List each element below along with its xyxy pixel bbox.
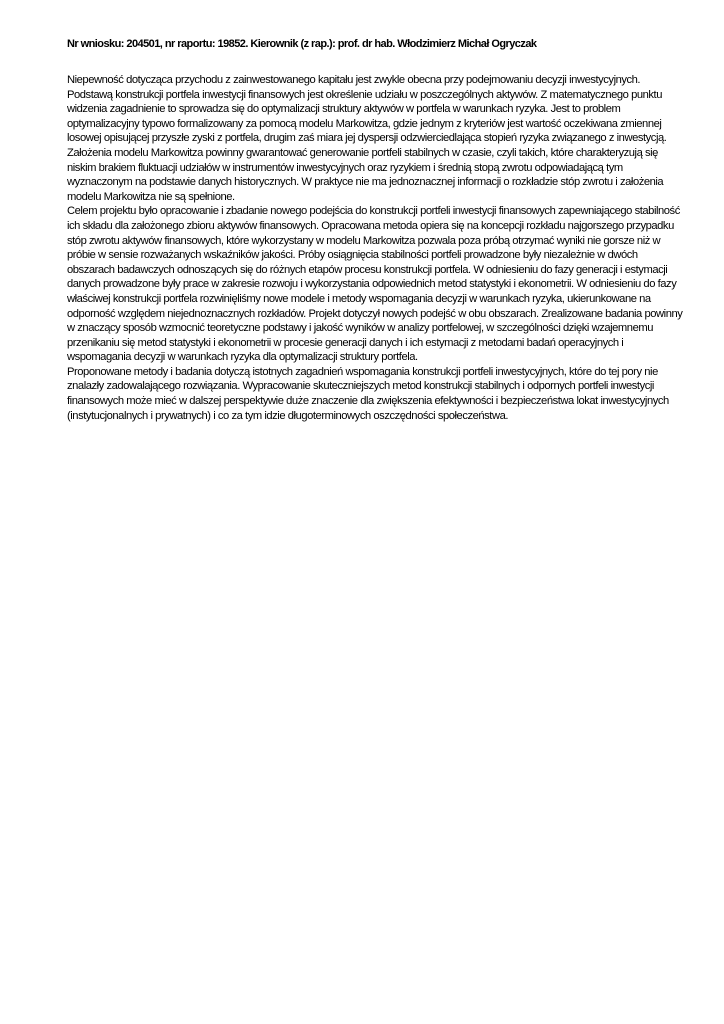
- paragraph-context: Niepewność dotycząca przychodu z zainwestowanego kapitału jest zwykle obecna przy podejmowaniu decyzji inwestycyjnych. Podstawą konstrukcji portfela inwestycji finansowych jest określenie udziału w poszczególnych aktywów. Z matematycznego punktu widzenia zagadnienie to sprowadza się do optymalizacji struktury aktywów w portfela w warunkach ryzyka. Jest to problem optymalizacyjny typowo formalizowany za pomocą modelu Markowitza, gdzie jednym z kryteriów jest wartość oczekiwana zmiennej losowej opisującej przyszłe zyski z portfela, drugim zaś miara jej dyspersji odzwierciedlająca stopień ryzyka związanego z inwestycją. Założenia modelu Markowitza powinny gwarantować generowanie portfeli stabilnych w czasie, czyli takich, które charakteryzują się niskim brakiem fluktuacji udziałów w instrumentów inwestycyjnych oraz ryzykiem i średnią stopą zwrotu odpowiadającą tym wyznaczonym na podstawie danych historycznych. W praktyce nie ma jednoznacznej informacji o rozkładzie stóp zwrotu i założenia modelu Markowitza nie są spełnione.: [67, 74, 667, 203]
- report-body: [67, 73, 687, 423]
- report-header: Nr wniosku: 204501, nr raportu: 19852. Kierownik (z rap.): prof. dr hab. Włodzimierz Michał Ogryczak: [67, 38, 537, 50]
- paragraph-goal: Celem projektu było opracowanie i zbadanie nowego podejścia do konstrukcji portfeli inwestycji finansowych zapewniającego stabilność ich składu dla założonego zbioru aktywów finansowych. Opracowana metoda opiera się na koncepcji rozkładu najgorszego przypadku stóp zwrotu aktywów finansowych, które wykorzystany w modelu Markowitza pozwala poza próbą otrzymać wyniki nie gorsze niż w próbie w sensie rozważanych wskaźników jakości. Próby osiągnięcia stabilności portfeli prowadzone były niezależnie w dwóch obszarach badawczych odnoszących się do różnych etapów procesu konstrukcji portfela. W odniesieniu do fazy generacji i estymacji danych prowadzone były prace w zakresie rozwoju i wykorzystania odpowiednich metod statystyki i ekonometrii. W odniesieniu do fazy właściwej konstrukcji portfela rozwinięliśmy nowe modele i metody wspomagania decyzji w warunkach ryzyka, ukierunkowane na odporność względem niejednoznacznych rozkładów. Projekt dotyczył nowych podejść w obu obszarach. Zrealizowane badania powinny w znaczący sposób wzmocnić teoretyczne podstawy i jakość wyników w analizy portfelowej, w szczególności dzięki wzajemnemu przenikaniu się metod statystyki i ekonometrii w procesie generacji danych i ich estymacji z metodami badań operacyjnych i wspomagania decyzji w warunkach ryzyka dla optymalizacji struktury portfela.: [67, 205, 683, 364]
- paragraph-significance: Proponowane metody i badania dotyczą istotnych zagadnień wspomagania konstrukcji portfeli inwestycyjnych, które do tej pory nie znalazły zadowalającego rozwiązania. Wypracowanie skuteczniejszych metod konstrukcji stabilnych i odpornych portfeli inwestycji finansowych może mieć w dalszej perspektywie duże znaczenie dla zwiększenia efektywności i bezpieczeństwa lokat inwestycyjnych (instytucjonalnych i prywatnych) i co za tym idzie długoterminowych oszczędności społeczeństwa.: [67, 365, 669, 422]
- document-page: [67, 36, 687, 423]
